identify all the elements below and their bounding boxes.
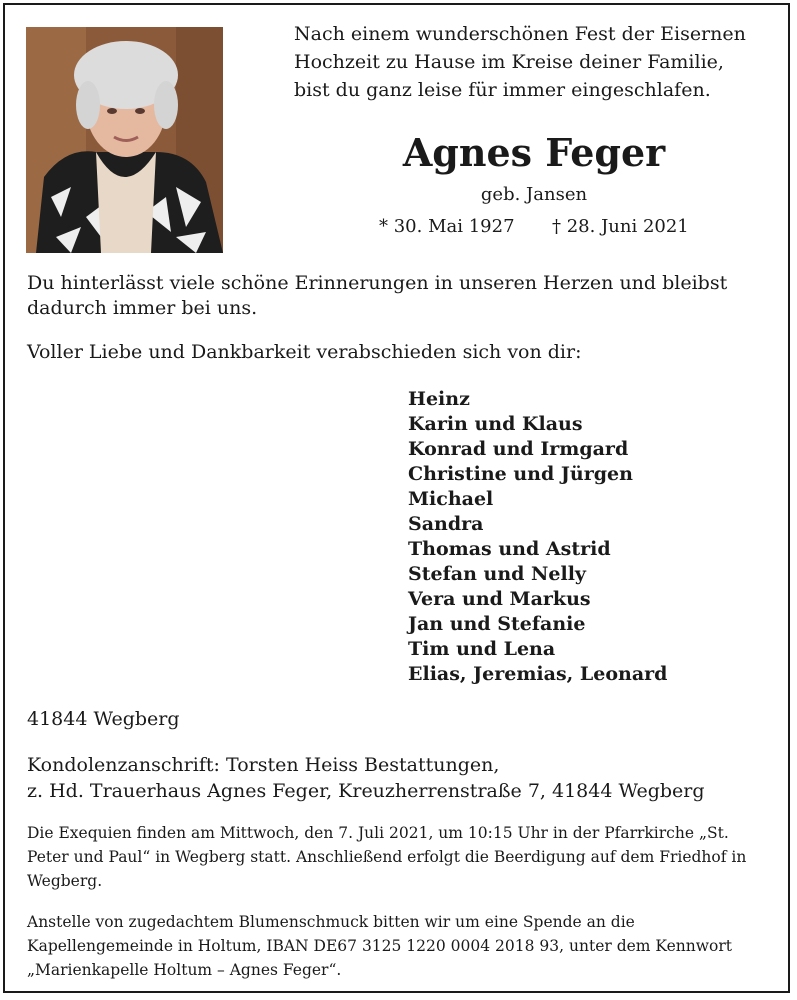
donation-text: Anstelle von zugedachtem Blumenschmuck bitten wir um eine Spende an die Kapellengemeinde in Holtum, IBAN DE67 3125 1220 0004 2018 93, unter dem Kennwort „Marienkapelle Holtum – Agnes Feger“. [27, 913, 732, 979]
city-line: 41844 Wegberg [27, 708, 180, 730]
portrait-photo [26, 27, 223, 253]
deceased-name: Agnes Feger [402, 130, 666, 175]
condolence-line-2: z. Hd. Trauerhaus Agnes Feger, Kreuzherrenstraße 7, 41844 Wegberg [27, 780, 705, 802]
intro-text: Nach einem wunderschönen Fest der Eisernen Hochzeit zu Hause im Kreise deiner Familie, bist du ganz leise für immer eingeschlafen. [294, 23, 746, 101]
family-member: Karin und Klaus [408, 413, 583, 435]
family-member: Heinz [408, 388, 470, 410]
family-member: Vera und Markus [408, 588, 591, 610]
family-member: Elias, Jeremias, Leonard [408, 663, 668, 685]
death-date: † 28. Juni 2021 [552, 216, 689, 237]
family-member: Thomas und Astrid [408, 538, 611, 560]
family-member: Christine und Jürgen [408, 463, 633, 485]
exequien-text: Die Exequien finden am Mittwoch, den 7. Juli 2021, um 10:15 Uhr in der Pfarrkirche „St. Peter und Paul“ in Wegberg statt. Anschließend erfolgt die Beerdigung auf dem Friedhof in Wegberg. [27, 824, 747, 890]
maiden-name: geb. Jansen [480, 184, 588, 205]
family-member: Sandra [408, 513, 484, 535]
family-member: Konrad und Irmgard [408, 438, 629, 460]
farewell-paragraph: Voller Liebe und Dankbarkeit verabschieden sich von dir: [27, 341, 582, 363]
family-member: Tim und Lena [408, 638, 556, 660]
family-list [408, 387, 667, 687]
family-member: Michael [408, 488, 494, 510]
condolence-address [27, 752, 705, 804]
family-member: Jan und Stefanie [408, 613, 586, 635]
condolence-line-1: Kondolenzanschrift: Torsten Heiss Bestattungen, [27, 754, 500, 776]
memories-paragraph: Du hinterlässt viele schöne Erinnerungen in unseren Herzen und bleibst dadurch immer bei uns. [27, 272, 728, 319]
birth-date: * 30. Mai 1927 [379, 216, 515, 237]
family-member: Stefan und Nelly [408, 563, 586, 585]
